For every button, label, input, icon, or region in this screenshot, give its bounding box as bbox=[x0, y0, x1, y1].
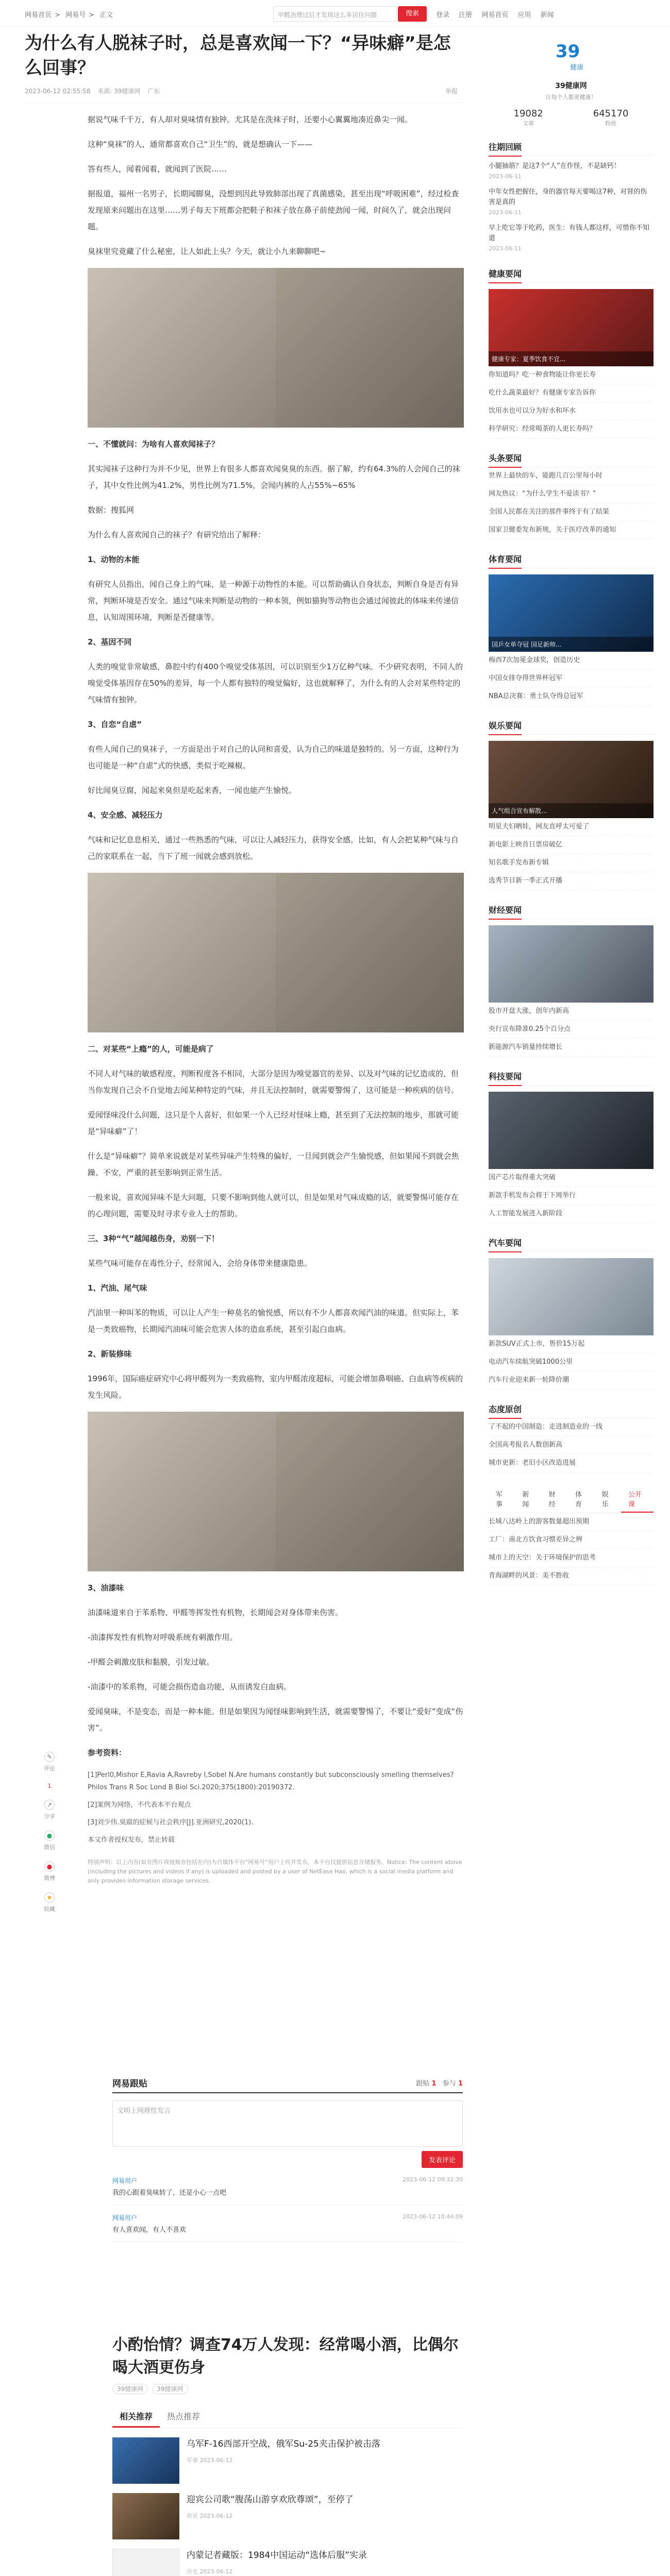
paragraph: 好比闻臭豆腐，闻起来臭但是吃起来香，一闻也能产生愉悦。 bbox=[88, 786, 297, 795]
article-image bbox=[88, 873, 464, 1032]
tab-military[interactable]: 军事 bbox=[496, 1491, 503, 1509]
section-image[interactable] bbox=[489, 1092, 654, 1169]
wechat-icon: ● bbox=[44, 1831, 55, 1841]
list-item[interactable]: 青海湖畔的风景：美不胜收 bbox=[489, 1567, 654, 1585]
list-item[interactable]: 央行宣布降准0.25个百分点 bbox=[489, 1021, 654, 1039]
crumb-home[interactable]: 网易首页 bbox=[25, 11, 52, 19]
paragraph: 什么是“异味癖”？简单来说就是对某些异味产生特殊的偏好，一旦闻到就会产生愉悦感，但如果闻不到就会焦躁、不安，严重的甚至影响到正常生活。 bbox=[88, 1151, 459, 1177]
comment-item bbox=[112, 2168, 463, 2205]
paragraph: 有些人闻自己的臭袜子，一方面是出于对自己的认同和喜爱，认为自己的味道是独特的。另一方面，这种行为也可能是一种“自虐”式的快感，类似于吃辣椒。 bbox=[88, 744, 459, 770]
list-item[interactable]: 明星夫妇晒娃，网友直呼太可爱了 bbox=[489, 818, 654, 836]
list-item[interactable]: 新款SUV正式上市，售价15万起 bbox=[489, 1335, 654, 1353]
image-caption[interactable]: 健康专家：夏季饮食不宜... bbox=[489, 351, 654, 366]
image-left bbox=[88, 1412, 276, 1571]
list-item[interactable]: 中年女性把握住，身的器官每天要喝这7种，对肾的伤害是真的 2023-06-11 bbox=[489, 188, 647, 216]
comment-time: 2023-06-12 09:32:30 bbox=[403, 2176, 463, 2183]
health-news-section bbox=[489, 267, 654, 438]
list-item[interactable]: 饮用水也可以分为好水和坏水 bbox=[489, 402, 654, 420]
stat-fans: 645170 粉丝 bbox=[593, 108, 629, 127]
report-link[interactable]: 举报 bbox=[445, 88, 458, 95]
search-input[interactable]: 甲醛治理过后才发现这么多居住问题 bbox=[273, 6, 397, 22]
comment-stats: 跟贴 1 参与 1 bbox=[416, 2080, 463, 2088]
list-item[interactable]: 网友热议：“为什么学生不爱读书？” bbox=[489, 485, 654, 503]
section-heading: 3、油漆味 bbox=[88, 1583, 124, 1592]
tab-hot[interactable]: 热点推荐 bbox=[167, 2412, 200, 2421]
paragraph: 1996年，国际癌症研究中心将甲醛列为一类致癌物，室内甲醛浓度超标，可能会增加鼻咽癌、白血病等疾病的发生风险。 bbox=[88, 1374, 463, 1400]
feed-tabs bbox=[112, 2406, 463, 2428]
list-item[interactable]: 城市更新：老旧小区改造进展 bbox=[489, 1454, 654, 1472]
list-item[interactable]: 选秀节目新一季正式开播 bbox=[489, 872, 654, 890]
sports-section bbox=[489, 553, 654, 706]
list-item[interactable]: 汽车行业迎来新一轮降价潮 bbox=[489, 1371, 654, 1389]
comment-user[interactable]: 网易用户 bbox=[112, 2214, 138, 2222]
comment-input[interactable]: 文明上网理性发言 bbox=[112, 2100, 463, 2147]
paragraph: 汽油里一种叫苯的物质，可以让人产生一种莫名的愉悦感，所以有不少人都喜欢闻汽油的味道。但实际上，苯是一类致癌物，长期闻汽油味可能会危害人体的造血系统，甚至引起白血病。 bbox=[88, 1308, 459, 1334]
finance-section bbox=[489, 904, 654, 1057]
list-item[interactable]: 新能源汽车销量持续增长 bbox=[489, 1039, 654, 1057]
entertainment-section bbox=[489, 719, 654, 890]
list-item[interactable]: 全国高考报名人数创新高 bbox=[489, 1436, 654, 1454]
list-item[interactable]: 人工智能发展进入新阶段 bbox=[489, 1205, 654, 1223]
feed-thumbnail bbox=[112, 2549, 179, 2576]
section-heading: 3、自恋“自虐” bbox=[88, 720, 142, 729]
section-heading: 1、动物的本能 bbox=[88, 555, 140, 564]
paragraph: 答有些人，闻着闻着，就闻到了医院…… bbox=[88, 164, 227, 174]
breadcrumb: 网易首页 > 网易号 > 正文 bbox=[25, 11, 113, 19]
feed-item[interactable] bbox=[112, 2437, 463, 2484]
image-left bbox=[88, 873, 276, 1032]
paragraph: 气味和记忆息息相关，通过一些熟悉的气味，可以让人减轻压力，获得安全感。比如，有人会把某种气味与自己的家联系在一起，当下了班一闻就会感到放松。 bbox=[88, 835, 459, 861]
feed-item[interactable] bbox=[112, 2549, 463, 2576]
image-right bbox=[276, 873, 464, 1032]
submit-comment-button[interactable]: 发表评论 bbox=[422, 2151, 463, 2168]
comment-count: 1 bbox=[47, 1783, 52, 1789]
end-note: 本文作者授权发布，禁止转载 bbox=[88, 1836, 175, 1844]
auto-section bbox=[489, 1236, 654, 1389]
image-right bbox=[276, 1412, 464, 1571]
article-image bbox=[88, 1412, 464, 1571]
section-heading: 2、新装修味 bbox=[88, 1349, 132, 1359]
section-heading: 三、3种“气”越闻越伤身，劝别一下！ bbox=[88, 1234, 220, 1243]
list-item[interactable]: 国产芯片取得重大突破 bbox=[489, 1169, 654, 1187]
image-caption[interactable]: 人气组合宣布解散... bbox=[489, 803, 654, 818]
logo-mark: 39 bbox=[556, 41, 580, 62]
account-stats bbox=[489, 108, 654, 127]
reference-item: [1]Perl0,Mishor E,Ravia A,Ravreby I,Sobel N.Are humans constantly but subconsciously smelling themselves? Philos Trans R Soc Lond B Biol Sci.2020;375(1800):20190372. bbox=[88, 1771, 454, 1791]
references-title: 参考资料： bbox=[88, 1748, 127, 1757]
netease-home-link[interactable]: 网易首页 bbox=[481, 11, 509, 19]
paragraph: -油漆中的苯系物，可能会损伤造血功能，从而诱发白血病。 bbox=[88, 1682, 292, 1691]
list-item[interactable]: 城市上的天空：关于环境保护的思考 bbox=[489, 1549, 654, 1567]
section-image[interactable] bbox=[489, 741, 654, 818]
news-link[interactable]: 新闻 bbox=[540, 11, 554, 19]
list-item[interactable]: 世界上最快的车，能跑几百公里每小时 bbox=[489, 467, 654, 485]
account-name[interactable]: 39健康网 bbox=[555, 82, 587, 90]
article-title: 为什么有人脱袜子时，总是喜欢闻一下？“异味癖”是怎么回事？ bbox=[25, 33, 451, 78]
logo-text: 健康 bbox=[570, 64, 584, 72]
paragraph: 这种“臭袜”的人，通常都喜欢自己“卫生”的，就是想确认一下—— bbox=[88, 140, 313, 149]
feed-title[interactable]: 内蒙记者藏版：1984中国运动“选体后服”实录 bbox=[187, 2550, 367, 2561]
article-meta bbox=[25, 87, 463, 95]
feed-title[interactable]: 迎宾公司歌“腹荡山游享欢欣尊颂”，至停了 bbox=[187, 2495, 354, 2505]
featured-title[interactable]: 小酌怡情？调查74万人发现：经常喝小酒，比偶尔喝大酒更伤身 bbox=[112, 2336, 459, 2377]
list-item[interactable]: 梅西7次加冕金球奖，创造历史 bbox=[489, 652, 654, 670]
list-item[interactable]: 科学研究：经常喝茶的人更长寿吗？ bbox=[489, 420, 654, 438]
paragraph: 某些气味可能存在毒性分子，经常闻入，会给身体带来健康隐患。 bbox=[88, 1259, 312, 1268]
section-title: 往期回顾 bbox=[489, 141, 522, 157]
account-desc: 让每个人都更健康！ bbox=[545, 94, 597, 100]
list-item[interactable]: 小腿抽筋？是这7个“人”在作怪，不是缺钙！ 2023-06-11 bbox=[489, 162, 621, 180]
headline-section bbox=[489, 452, 654, 539]
crumb-current: 正文 bbox=[99, 11, 113, 19]
list-item[interactable]: 新电影上映首日票房破亿 bbox=[489, 836, 654, 854]
paragraph: 油漆味道来自于苯系物、甲醛等挥发性有机物，长期闻会对身体带来伤害。 bbox=[88, 1608, 343, 1617]
paragraph: 据报道，福州一名男子，长期闻脚臭，没想到因此导致肺部出现了真菌感染，甚至出现“呼吸困难”，经过检查发现原来问题出在这里……男子每天下班都会把鞋子和袜子放在鼻子前使劲闻一闻，时间久了，就会出现问题。 bbox=[88, 189, 459, 231]
list-item[interactable]: 了不起的中国制造：走进制造业的一线 bbox=[489, 1418, 654, 1436]
top-links bbox=[436, 9, 561, 19]
favorite-button[interactable]: ★ 收藏 bbox=[39, 1892, 60, 1913]
register-link[interactable]: 注册 bbox=[459, 11, 473, 19]
feed-thumbnail bbox=[112, 2437, 179, 2484]
tab-news[interactable]: 新闻 bbox=[522, 1491, 529, 1509]
list-item[interactable]: 中国女排夺得世界杯冠军 bbox=[489, 670, 654, 688]
location: 广东 bbox=[147, 88, 160, 95]
comment-time: 2023-06-12 10:44:09 bbox=[403, 2213, 463, 2220]
search-button[interactable]: 搜索 bbox=[398, 6, 427, 22]
section-title: 科技要闻 bbox=[489, 1070, 522, 1086]
list-item[interactable]: 股市开盘大涨，创年内新高 bbox=[489, 1003, 654, 1021]
section-image[interactable] bbox=[489, 289, 654, 366]
paragraph: 爱闻怪味没什么问题，这只是个人喜好，但如果一个人已经对怪味上瘾，甚至到了无法控制的地步，那就可能是“异味癖”了！ bbox=[88, 1110, 459, 1136]
list-item[interactable]: 全国人民都在关注的那件事终于有了结果 bbox=[489, 503, 654, 521]
paragraph: 其实闻袜子这种行为并不少见，世界上有很多人都喜欢闻臭臭的东西。据了解，约有64.3%的人会闻自己的袜子，其中女性比例为41.2%，男性比例为71.5%，会闻内裤的人占55%~65% bbox=[88, 464, 460, 490]
section-heading: 1、汽油、尾气味 bbox=[88, 1283, 147, 1293]
image-left bbox=[88, 268, 276, 428]
featured-chips: 39健康网 39健康网 bbox=[112, 2384, 463, 2393]
paragraph: 不同人对气味的敏感程度、判断程度各不相同，大部分是因为嗅觉器官的差异、以及对气味的记忆造成的，但当你发现自己会不自觉地去闻某种特定的气味，并且无法控制时，就需要警惕了，这可能是一种疾病的信号。 bbox=[88, 1069, 459, 1095]
section-heading: 2、基因不同 bbox=[88, 637, 132, 647]
tab-related[interactable]: 相关推荐 bbox=[112, 2406, 160, 2428]
stat-articles: 19082 文章 bbox=[513, 108, 543, 127]
list-item[interactable]: NBA总决赛：勇士队夺得总冠军 bbox=[489, 688, 654, 706]
section-title: 体育要闻 bbox=[489, 553, 522, 569]
feed-title[interactable]: 乌军F-16西部开空战，俄军Su-25夹击保护被击落 bbox=[187, 2439, 380, 2449]
weibo-icon: ● bbox=[44, 1861, 55, 1872]
wechat-button[interactable]: ● 微信 bbox=[39, 1831, 60, 1851]
list-item[interactable]: 电动汽车续航突破1000公里 bbox=[489, 1353, 654, 1371]
section-title: 汽车要闻 bbox=[489, 1236, 522, 1252]
comment-user[interactable]: 网易用户 bbox=[112, 2177, 138, 2184]
paragraph: 一般来说，喜欢闻异味不是大问题，只要不影响到他人就可以，但是如果对气味成瘾的话，就要警惕可能存在的心理问题，需要及时寻求专业人士的帮助。 bbox=[88, 1193, 459, 1218]
paragraph: -甲醛会刺激皮肤和黏膜，引发过敏。 bbox=[88, 1657, 214, 1667]
feed-thumbnail bbox=[112, 2493, 179, 2539]
paragraph: 为什么有人喜欢闻自己的袜子？有研究给出了解释： bbox=[88, 530, 266, 539]
paragraph: -油漆挥发性有机物对呼吸系统有刺激作用。 bbox=[88, 1633, 238, 1642]
weibo-button[interactable]: ● 微博 bbox=[39, 1861, 60, 1882]
account-logo[interactable] bbox=[540, 36, 602, 77]
left-rail bbox=[39, 1752, 60, 1923]
article-image bbox=[88, 268, 464, 428]
list-item[interactable]: 知名歌手发布新专辑 bbox=[489, 854, 654, 872]
article-body bbox=[88, 111, 464, 1886]
paragraph: 人类的嗅觉非常敏感，鼻腔中约有400个嗅觉受体基因，可以识别至少1万亿种气味。不少研究表明，不同人的嗅觉受体基因存在50%的差异，每一个人都有独特的嗅觉偏好，这也就解释了，为什么有的人会对某些特定的气味情有独钟。 bbox=[88, 662, 463, 704]
tab-ent[interactable]: 娱乐 bbox=[601, 1491, 609, 1509]
comment-header bbox=[112, 2076, 463, 2093]
star-icon: ★ bbox=[44, 1892, 55, 1903]
paragraph: 臭袜里究竟藏了什么秘密，让人如此上头？今天，就让小九来聊聊吧~ bbox=[88, 247, 326, 256]
article-main bbox=[25, 31, 463, 1886]
list-item[interactable]: 新款手机发布会将于下周举行 bbox=[489, 1187, 654, 1205]
source[interactable]: 来源: 39健康网 bbox=[97, 88, 141, 95]
publish-time: 2023-06-12 02:55:58 bbox=[25, 88, 91, 95]
disclaimer: 特别声明：以上内容(如有图片或视频亦包括在内)为自媒体平台“网易号”用户上传并发布，本平台仅提供信息存储服务。Notice: The content above (including the pictures and videos if any) is uploaded and posted by a user of NetEase Hao, which is a social media platform and only provides information storage services. bbox=[88, 1859, 462, 1884]
section-title: 态度原创 bbox=[489, 1403, 522, 1419]
image-caption[interactable]: 国乒女单夺冠 国足新帅... bbox=[489, 637, 654, 652]
reference-item: [3]刘少伟.臭腐的症候与社会秩序[J].亚洲研究,2020(1). bbox=[88, 1819, 254, 1826]
feed-meta: 资讯 2023-06-12 bbox=[187, 2513, 233, 2519]
comment-section bbox=[112, 2076, 463, 2242]
section-title: 健康要闻 bbox=[489, 267, 522, 283]
paragraph: 有研究人员指出，闻自己身上的气味，是一种源于动物性的本能。可以帮助确认自身状态，判断自身是否有异常，判断环境是否安全。通过气味来判断是动物的一种本领，例如猫狗等动物也会通过闻彼此的体味来传递信息，认知周围环境，判断是否健康等。 bbox=[88, 580, 459, 622]
recommend-feed bbox=[112, 2406, 463, 2576]
comment-title: 网易跟贴 bbox=[112, 2079, 147, 2089]
list-item[interactable]: 吃什么蔬菜最好？有健康专家告诉你 bbox=[489, 384, 654, 402]
list-item[interactable]: 早上吃它等于吃药，医生：有钱人都这样，可惜你不知道 2023-06-11 bbox=[489, 224, 650, 252]
list-item[interactable]: 国家卫健委发布新规，关于医疗改革的通知 bbox=[489, 521, 654, 539]
comment-text: 有人喜欢闻，有人不喜欢 bbox=[112, 2226, 187, 2234]
references bbox=[88, 1744, 464, 1846]
share-rail-button[interactable]: ↗ 分享 bbox=[39, 1800, 60, 1820]
section-heading: 4、安全感、减轻压力 bbox=[88, 810, 163, 820]
feed-meta: 军事 2023-06-12 bbox=[187, 2457, 233, 2464]
section-image[interactable] bbox=[489, 925, 654, 1003]
list-item[interactable]: 工厂：南北方饮食习惯差异之辨 bbox=[489, 1531, 654, 1549]
image-right bbox=[276, 268, 464, 428]
section-heading: 二、对某些“上瘾”的人，可能是病了 bbox=[88, 1044, 214, 1054]
section-image[interactable] bbox=[489, 1258, 654, 1335]
tab-opencourse[interactable]: 公开课 bbox=[621, 1486, 654, 1513]
login-link[interactable]: 登录 bbox=[436, 11, 450, 19]
reference-item: [2]案例为网络，不代表本平台观点 bbox=[88, 1801, 191, 1809]
crumb-hao[interactable]: 网易号 bbox=[65, 11, 86, 19]
list-item[interactable]: 长城八达岭上的游客数量超出预期 bbox=[489, 1513, 654, 1531]
feed-item[interactable] bbox=[112, 2493, 463, 2539]
account-card bbox=[489, 80, 654, 101]
comment-item bbox=[112, 2205, 463, 2242]
original-section bbox=[489, 1403, 654, 1472]
featured-article[interactable] bbox=[112, 2334, 463, 2393]
section-image[interactable] bbox=[489, 574, 654, 652]
section-title: 财经要闻 bbox=[489, 904, 522, 920]
apps-link[interactable]: 应用 bbox=[517, 11, 531, 19]
past-review-section bbox=[489, 141, 654, 254]
right-column bbox=[489, 31, 654, 1585]
section-title: 头条要闻 bbox=[489, 452, 522, 468]
comment-icon: ✎ bbox=[44, 1752, 55, 1762]
channel-tabs bbox=[489, 1486, 654, 1513]
list-item[interactable]: 你知道吗？吃一种食物能让你更长寿 bbox=[489, 366, 654, 384]
top-nav bbox=[0, 0, 670, 27]
comment-rail-button[interactable]: ✎ 评论 bbox=[39, 1752, 60, 1772]
paragraph: 爱闻臭味，不是变态，而是一种本能。但是如果因为闻怪味影响到生活，就需要警惕了，不要让“爱好”变成“伤害”。 bbox=[88, 1707, 463, 1733]
tab-finance[interactable]: 财经 bbox=[548, 1491, 556, 1509]
section-title: 娱乐要闻 bbox=[489, 719, 522, 735]
comment-text: 我的心跟着臭味转了，还是小心一点吧 bbox=[112, 2189, 227, 2197]
tab-sports[interactable]: 体育 bbox=[575, 1491, 582, 1509]
feed-meta: 历史 2023-06-12 bbox=[187, 2568, 233, 2575]
paragraph: 据说气味千千万，有人却对臭味情有独钟。尤其是在洗袜子时，还要小心翼翼地凑近鼻尖一闻。 bbox=[88, 115, 413, 124]
section-heading: 一、不懂就问：为啥有人喜欢闻袜子？ bbox=[88, 439, 220, 449]
tech-section bbox=[489, 1070, 654, 1223]
share-icon: ↗ bbox=[44, 1800, 55, 1810]
paragraph: 数据：搜狐网 bbox=[88, 505, 135, 515]
